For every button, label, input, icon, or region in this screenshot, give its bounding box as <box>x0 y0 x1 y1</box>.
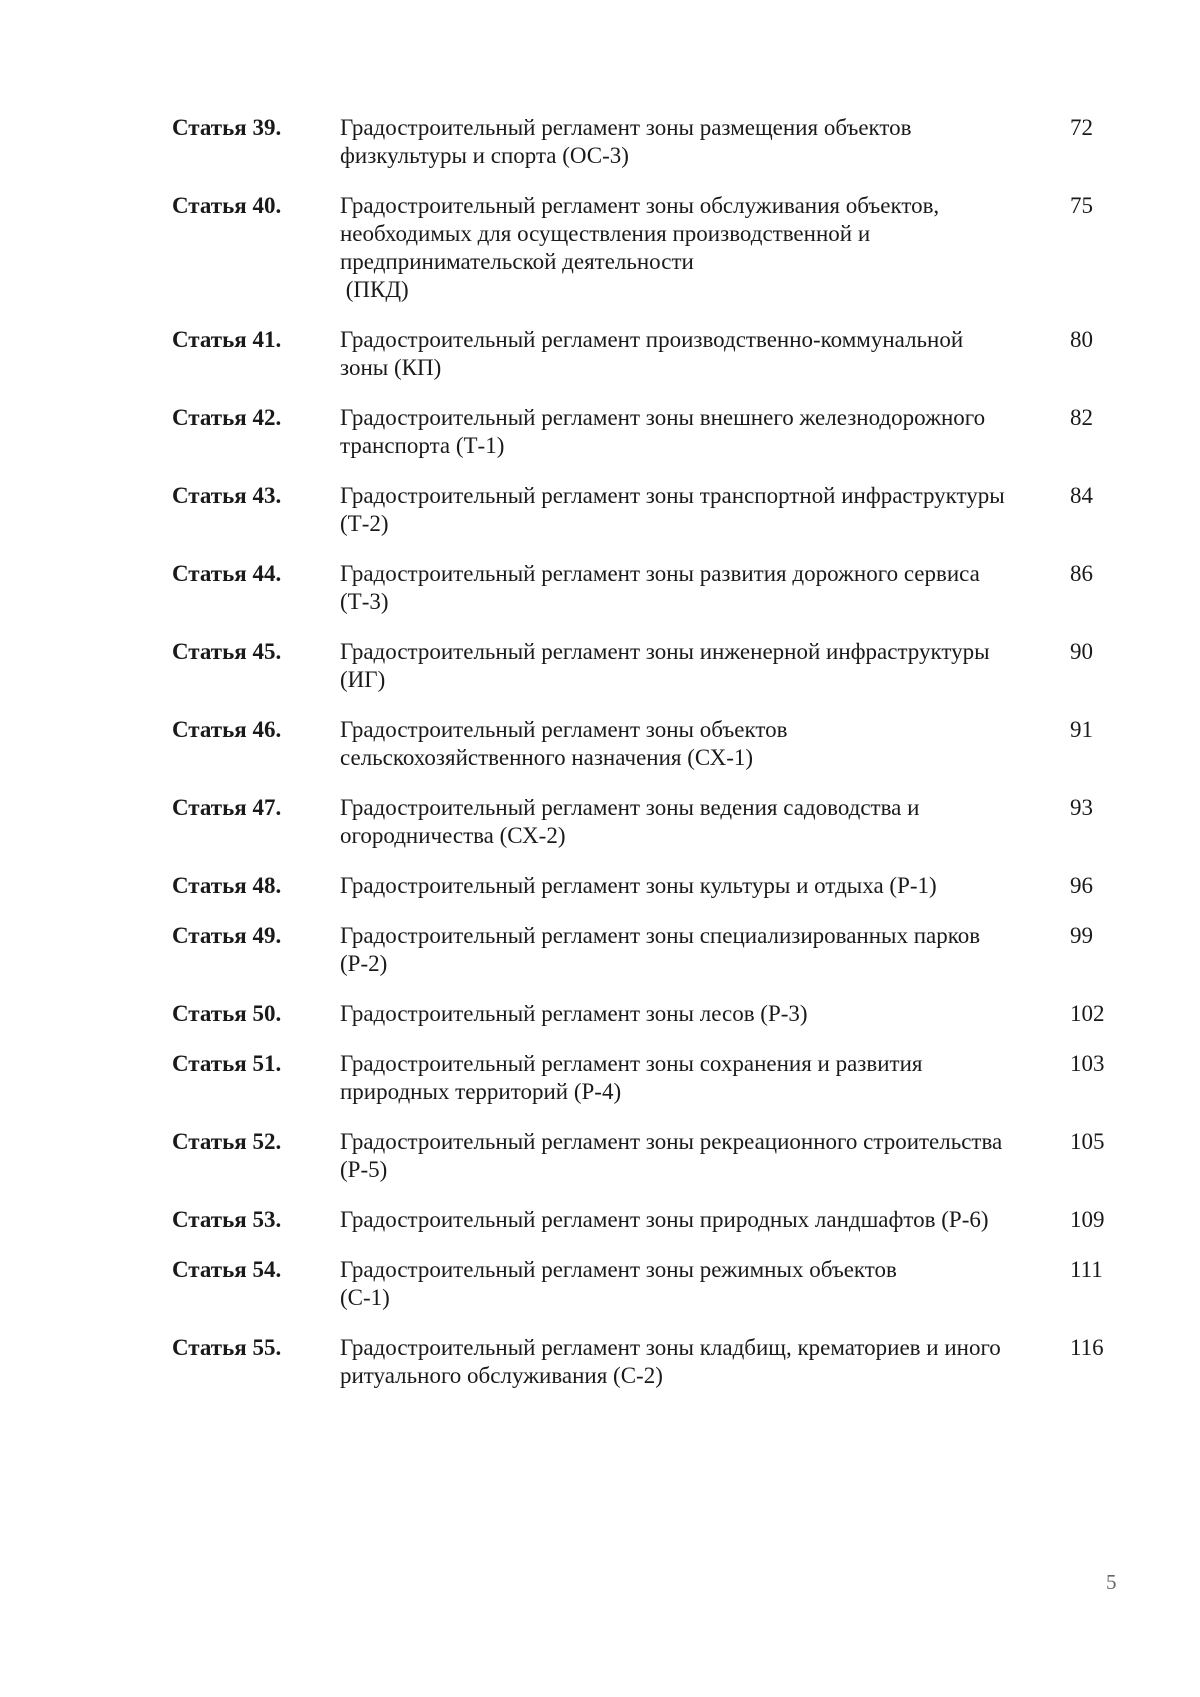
toc-entry-page-number: 72 <box>1070 115 1093 140</box>
toc-entry-page-number: 82 <box>1070 405 1093 430</box>
toc-entry-label: Статья 41. <box>172 327 282 352</box>
toc-entry-title-line: Градостроительный регламент зоны рекреационного строительства <box>340 1129 1003 1154</box>
toc-entry-title <box>340 1334 1050 1390</box>
toc-entry-label: Статья 52. <box>172 1129 282 1154</box>
toc-entry-page-number: 86 <box>1070 561 1093 586</box>
toc-entry <box>172 794 1122 850</box>
toc-entry-label: Статья 54. <box>172 1257 282 1282</box>
toc-entry-title-line: ритуального обслуживания (С-2) <box>340 1363 663 1388</box>
toc-entry-title <box>340 404 1050 460</box>
toc-entry-title-line: (ПКД) <box>340 277 409 302</box>
toc-entry-title <box>340 638 1050 694</box>
toc-entry-page-number: 96 <box>1070 873 1093 898</box>
toc-entry-label: Статья 51. <box>172 1051 282 1076</box>
toc-entry-title <box>340 922 1050 978</box>
toc-entry-title-line: физкультуры и спорта (ОС-3) <box>340 143 629 168</box>
toc-entry-title <box>340 716 1050 772</box>
toc-entry <box>172 114 1122 170</box>
toc-entry-title-line: Градостроительный регламент зоны природных ландшафтов (Р-6) <box>340 1207 989 1232</box>
toc-entry-page-number: 102 <box>1070 1001 1105 1026</box>
toc-entry-title-line: зоны (КП) <box>340 355 442 380</box>
toc-entry-title-line: Градостроительный регламент зоны объектов <box>340 717 788 742</box>
toc-entry <box>172 1128 1122 1184</box>
toc-entry-title <box>340 560 1050 616</box>
toc-entry-title-line: (Т-2) <box>340 511 389 536</box>
toc-entry-title-line: (С-1) <box>340 1285 390 1310</box>
toc-entry-title-line: Градостроительный регламент зоны кладбищ, крематориев и иного <box>340 1335 1001 1360</box>
toc-entry-label: Статья 47. <box>172 795 282 820</box>
toc-entry-title-line: Градостроительный регламент зоны режимных объектов <box>340 1257 897 1282</box>
toc-entry-page-number: 103 <box>1070 1051 1105 1076</box>
toc-entry <box>172 192 1122 304</box>
toc-entry-title <box>340 1128 1050 1184</box>
toc-entry <box>172 872 1122 900</box>
toc-entry-title <box>340 482 1050 538</box>
toc-entry-title-line: Градостроительный регламент зоны размещения объектов <box>340 115 912 140</box>
toc-entry-title <box>340 794 1050 850</box>
toc-entry-title-line: огородничества (СХ-2) <box>340 823 566 848</box>
toc-entry-page-number: 116 <box>1070 1335 1104 1360</box>
toc-entry-title-line: сельскохозяйственного назначения (СХ-1) <box>340 745 754 770</box>
toc-entry-label: Статья 45. <box>172 639 282 664</box>
toc-entry <box>172 922 1122 978</box>
toc-entry-title-line: (Т-3) <box>340 589 389 614</box>
toc-entry-title-line: (ИГ) <box>340 667 386 692</box>
toc-entry <box>172 1256 1122 1312</box>
toc-entry-label: Статья 42. <box>172 405 282 430</box>
toc-entry-page-number: 80 <box>1070 327 1093 352</box>
toc-entry-title-line: транспорта (Т-1) <box>340 433 505 458</box>
toc-entry-page-number: 84 <box>1070 483 1093 508</box>
toc-entry-label: Статья 48. <box>172 873 282 898</box>
toc-entry <box>172 1000 1122 1028</box>
toc-entry-title-line: Градостроительный регламент зоны транспортной инфраструктуры <box>340 483 1005 508</box>
toc-entry-label: Статья 53. <box>172 1207 282 1232</box>
toc-entry-label: Статья 43. <box>172 483 282 508</box>
toc-entry-title <box>340 114 1050 170</box>
toc-entry-title-line: Градостроительный регламент зоны сохранения и развития <box>340 1051 923 1076</box>
toc-entry-title-line: (Р-5) <box>340 1157 388 1182</box>
toc-entry-label: Статья 46. <box>172 717 282 742</box>
toc-entry-label: Статья 40. <box>172 193 282 218</box>
toc-entry <box>172 482 1122 538</box>
toc-entry-label: Статья 55. <box>172 1335 282 1360</box>
toc-entry-label: Статья 50. <box>172 1001 282 1026</box>
toc-entry-label: Статья 49. <box>172 923 282 948</box>
toc-entry-title-line: Градостроительный регламент зоны внешнего железнодорожного <box>340 405 986 430</box>
toc-entry-title-line: (Р-2) <box>340 951 388 976</box>
toc-entry <box>172 326 1122 382</box>
toc-entry-title <box>340 326 1050 382</box>
toc-entry <box>172 1050 1122 1106</box>
toc-entry-title <box>340 1206 1050 1234</box>
toc-entry-title-line: Градостроительный регламент зоны ведения садоводства и <box>340 795 920 820</box>
toc-entry-page-number: 91 <box>1070 717 1093 742</box>
toc-entry <box>172 638 1122 694</box>
toc-entry <box>172 1334 1122 1390</box>
toc-entry-title-line: Градостроительный регламент зоны специализированных парков <box>340 923 981 948</box>
toc-entry-title <box>340 872 1050 900</box>
table-of-contents <box>172 114 1122 1412</box>
toc-entry-page-number: 105 <box>1070 1129 1105 1154</box>
toc-entry-title-line: Градостроительный регламент зоны культуры и отдыха (Р-1) <box>340 873 937 898</box>
toc-entry <box>172 560 1122 616</box>
toc-entry-title-line: предпринимательской деятельности <box>340 249 694 274</box>
toc-entry-label: Статья 44. <box>172 561 282 586</box>
toc-entry-title <box>340 1256 1050 1312</box>
toc-entry-title-line: Градостроительный регламент зоны развития дорожного сервиса <box>340 561 980 586</box>
toc-entry-title-line: природных территорий (Р-4) <box>340 1079 622 1104</box>
toc-entry-title <box>340 192 1050 304</box>
toc-entry-title-line: Градостроительный регламент производственно-коммунальной <box>340 327 964 352</box>
toc-entry <box>172 1206 1122 1234</box>
toc-entry-title-line: Градостроительный регламент зоны обслуживания объектов, <box>340 193 940 218</box>
toc-entry-page-number: 90 <box>1070 639 1093 664</box>
toc-entry-title-line: Градостроительный регламент зоны лесов (Р-3) <box>340 1001 808 1026</box>
toc-entry-page-number: 75 <box>1070 193 1093 218</box>
toc-entry-title-line: Градостроительный регламент зоны инженерной инфраструктуры <box>340 639 990 664</box>
toc-entry <box>172 404 1122 460</box>
toc-entry-title <box>340 1050 1050 1106</box>
page-number: 5 <box>1106 1570 1117 1594</box>
toc-entry-label: Статья 39. <box>172 115 282 140</box>
toc-entry-page-number: 111 <box>1070 1257 1103 1282</box>
toc-entry-page-number: 109 <box>1070 1207 1105 1232</box>
toc-entry <box>172 716 1122 772</box>
toc-entry-page-number: 93 <box>1070 795 1093 820</box>
toc-entry-page-number: 99 <box>1070 923 1093 948</box>
toc-entry-title-line: необходимых для осуществления производственной и <box>340 221 871 246</box>
toc-entry-title <box>340 1000 1050 1028</box>
